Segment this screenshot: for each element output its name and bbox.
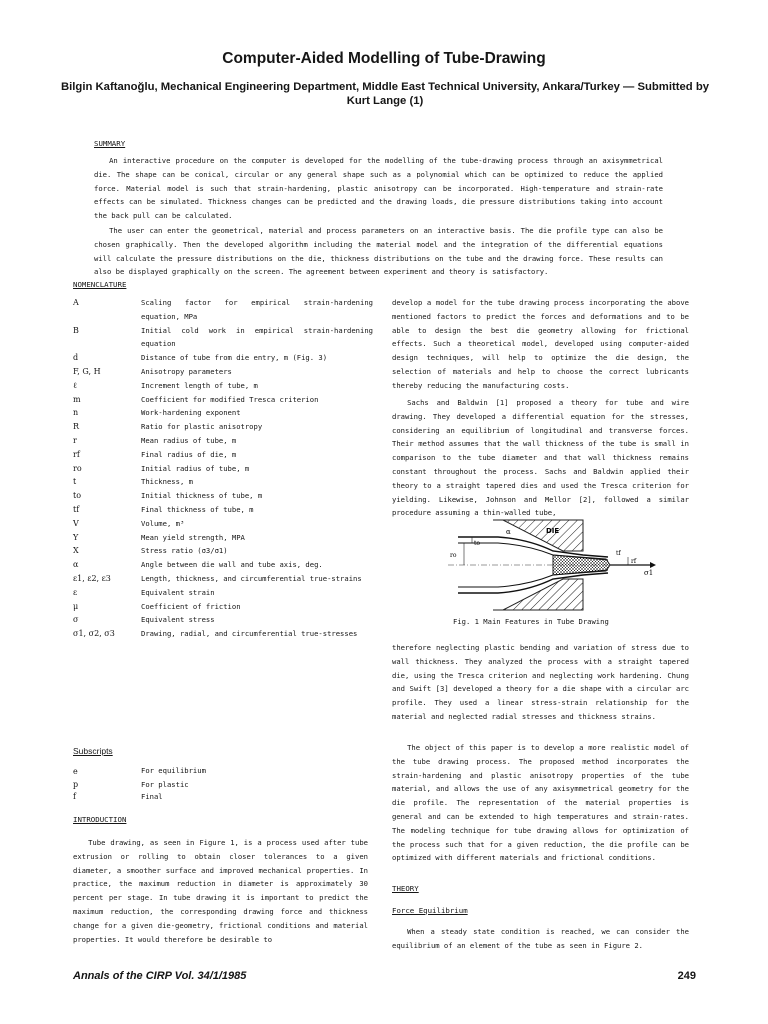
nomenclature-item <box>73 613 373 627</box>
nomenclature-description: Equivalent strain <box>141 587 215 597</box>
subscript-description: Final <box>141 791 163 801</box>
introduction-heading: INTRODUCTION <box>73 815 127 824</box>
nomenclature-item <box>73 379 373 393</box>
nomenclature-item <box>73 296 373 324</box>
nomenclature-description: Volume, m³ <box>141 518 185 528</box>
subscript-symbol: f <box>73 791 76 801</box>
nomenclature-symbol: σ1, σ2, σ3 <box>73 629 115 639</box>
nomenclature-item <box>73 324 373 352</box>
nomenclature-description: Initial cold work in empirical strain-hardening equation <box>141 325 373 349</box>
right-paragraph-2: Sachs and Baldwin [1] proposed a theory for tube and wire drawing. They developed a differential equation for the stresses, considering an equilibrium of longitudinal and transverse forces. Their method assumes that the wall thickness of the tube is small in comparison to the tube diameter and that wall thickness remains constant throughout the process. Sachs and Baldwin applied their theory to a straight tapered dies and used the Tresca criterion for yielding. Likewise, Johnson and Mellor [2], followed a similar procedure assuming a thin-walled tube, <box>392 398 689 518</box>
nomenclature-description: Equivalent stress <box>141 615 215 625</box>
nomenclature-description: Initial thickness of tube, m <box>141 491 263 501</box>
nomenclature-item <box>73 572 373 586</box>
nomenclature-symbol: α <box>73 560 79 570</box>
nomenclature-description: Final radius of die, m <box>141 449 237 459</box>
nomenclature-symbol: ro <box>73 463 82 473</box>
nomenclature-description: Thickness, m <box>141 477 193 487</box>
subscript-item <box>73 779 373 791</box>
nomenclature-symbol: Y <box>73 532 79 542</box>
nomenclature-item <box>73 406 373 420</box>
nomenclature-symbol: R <box>73 422 80 432</box>
nomenclature-symbol: d <box>73 353 79 363</box>
nomenclature-item <box>73 462 373 476</box>
nomenclature-description: Initial radius of tube, m <box>141 463 250 473</box>
nomenclature-item <box>73 434 373 448</box>
nomenclature-item <box>73 600 373 614</box>
nomenclature-list <box>73 296 373 641</box>
nomenclature-item <box>73 420 373 434</box>
nomenclature-item <box>73 627 373 641</box>
subscript-description: For plastic <box>141 779 189 789</box>
figure-caption: Fig. 1 Main Features in Tube Drawing <box>453 617 609 626</box>
nomenclature-item <box>73 531 373 545</box>
nomenclature-description: Scaling factor for empirical strain-hardening equation, MPa <box>141 298 373 321</box>
nomenclature-description: Mean radius of tube, m <box>141 435 237 445</box>
nomenclature-symbol: μ <box>73 601 79 611</box>
subscript-symbol: e <box>73 767 78 776</box>
nomenclature-description: Distance of tube from die entry, m (Fig. 3) <box>141 353 328 363</box>
die-label: DIE <box>546 527 560 535</box>
nomenclature-item <box>73 558 373 572</box>
nomenclature-symbol: X <box>73 546 79 556</box>
subscript-symbol: p <box>73 779 79 789</box>
nomenclature-symbol: B <box>73 325 79 335</box>
nomenclature-description: Length, thickness, and circumferential true-strains <box>141 573 362 583</box>
tube-drawing-figure <box>438 515 658 625</box>
nomenclature-item <box>73 544 373 558</box>
right-paragraph-5: When a steady state condition is reached, we can consider the equilibrium of an element of the tube as seen in Figure 2. <box>392 927 689 950</box>
sigma-label: σ1 <box>644 569 654 577</box>
nomenclature-description: Final thickness of tube, m <box>141 504 254 514</box>
nomenclature-symbol: F, G, H <box>73 366 101 376</box>
nomenclature-symbol: n <box>73 408 79 418</box>
nomenclature-item <box>73 365 373 379</box>
nomenclature-item <box>73 586 373 600</box>
nomenclature-symbol: t <box>73 477 77 487</box>
summary-paragraph-2: The user can enter the geometrical, material and process parameters on an interactive basis. The die profile type can also be chosen graphically. Then the developed algorithm including the material model and the integration of the differential equations will calculate the pressure distributions on the die, thickness distributions on the tube and the drawing force. These results can also be displayed graphically on the screen. The agreement between experiment and theory is satisfactory. <box>94 226 663 277</box>
nomenclature-symbol: to <box>73 491 82 501</box>
nomenclature-symbol: σ <box>73 615 79 625</box>
subscript-item <box>73 791 373 803</box>
nomenclature-symbol: m <box>73 394 81 404</box>
nomenclature-symbol: ε1, ε2, ε3 <box>73 573 111 583</box>
nomenclature-item <box>73 503 373 517</box>
subscripts-heading: Subscripts <box>73 746 113 756</box>
theory-heading: THEORY <box>392 884 419 893</box>
tube-lower-wall <box>458 573 608 593</box>
lower-die <box>493 579 583 610</box>
nomenclature-item <box>73 393 373 407</box>
nomenclature-description: Stress ratio (σ3/σ1) <box>141 546 228 556</box>
right-paragraph-3: therefore neglecting plastic bending and variation of stress due to wall thickness. They analyzed the process with a straight tapered die, using the Tresca criterion and neglecting work hardening. Chung and Swift [3] developed a theory for a die shape with a circular arc profile. They used a linear stress-strain relationship for the material and neglected radial stresses and thickness strains. <box>392 643 689 721</box>
nomenclature-item <box>73 475 373 489</box>
nomenclature-heading: NOMENCLATURE <box>73 280 127 289</box>
journal-footer: Annals of the CIRP Vol. 34/1/1985 <box>73 970 247 982</box>
nomenclature-description: Drawing, radial, and circumferential true-stresses <box>141 629 358 639</box>
nomenclature-description: Angle between die wall and tube axis, deg. <box>141 560 323 570</box>
nomenclature-description: Ratio for plastic anisotropy <box>141 422 263 432</box>
to-label: to <box>474 540 481 547</box>
nomenclature-symbol: V <box>73 518 79 528</box>
nomenclature-symbol: ℓ <box>73 380 77 390</box>
nomenclature-description: Work-hardening exponent <box>141 408 241 418</box>
nomenclature-description: Mean yield strength, MPA <box>141 532 245 542</box>
nomenclature-item <box>73 489 373 503</box>
nomenclature-item <box>73 517 373 531</box>
introduction-paragraph: Tube drawing, as seen in Figure 1, is a process used after tube extrusion or rolling to obtain closer tolerances to a given diameter, a smoother surface and improved mechanical properties. In practice, the maximum reduction in diameter is approximately 30 percent per stage. In tube drawing it is important to predict the maximum reduction, the corresponding drawing force and thickness change for a given die-geometry, frictional conditions and material properties. It would therefore be desirable to <box>73 838 368 944</box>
right-paragraph-1: develop a model for the tube drawing process incorporating the above mentioned factors to predict the forces and deformations and to be able to design the best die geometry allowing for frictional effects. Such a theoretical model, developed using computer-aided design techniques, will help to optimize the die design, the selection of materials and help to choose the correct lubricants thereby reducing the manufacturing costs. <box>392 298 689 390</box>
nomenclature-symbol: rf <box>73 449 80 459</box>
author-line: Bilgin Kaftanoğlu, Mechanical Engineering Department, Middle East Technical University, Ankara/Turkey — Submitted by Kurt Lange (1) <box>60 81 710 107</box>
subscript-item <box>73 765 373 779</box>
subscript-description: For equilibrium <box>141 766 206 775</box>
summary-heading: SUMMARY <box>94 139 126 148</box>
tube-upper-wall <box>458 537 608 557</box>
nomenclature-description: Coefficient for modified Tresca criterion <box>141 394 319 404</box>
nomenclature-symbol: A <box>73 298 79 307</box>
paper-title: Computer-Aided Modelling of Tube-Drawing <box>222 50 546 67</box>
rf-label: rf <box>631 558 637 565</box>
nomenclature-symbol: r <box>73 435 77 445</box>
page-number: 249 <box>677 970 696 982</box>
nomenclature-symbol: tf <box>73 504 80 514</box>
alpha-label: α <box>506 528 511 536</box>
subscripts-list <box>73 765 373 803</box>
ro-label: ro <box>450 552 457 559</box>
nomenclature-symbol: ε <box>73 587 78 597</box>
nomenclature-description: Increment length of tube, m <box>141 380 258 390</box>
summary-paragraph-1: An interactive procedure on the computer is developed for the modelling of the tube-drawing process through an axisymmetrical die. The shape can be conical, circular or any general shape such as a polynomial which can be optimized to reduce the applied force. Material model is such that strain-hardening, plastic anisotropy can be incorporated. High-temperature and strain-rate effects can be simulated. Thickness changes can be predicted and the drawing loads, die pressure distributions taking into account the back pull can be calculated. <box>94 156 663 221</box>
nomenclature-description: Coefficient of friction <box>141 601 241 611</box>
nomenclature-item <box>73 351 373 365</box>
force-equilibrium-heading: Force Equilibrium <box>392 906 468 915</box>
nomenclature-description: Anisotropy parameters <box>141 366 232 376</box>
tf-label: tf <box>616 550 621 557</box>
nomenclature-item <box>73 448 373 462</box>
right-paragraph-4: The object of this paper is to develop a more realistic model of the tube drawing process. The proposed method incorporates the strain-hardening and plastic anisotropy properties of the tube material, and allows the use of any axisymmetrical geometry for the die profile. The representation of the material properties is general and can be extended to high temperatures and strain-rates. The modeling technique for tube drawing allows for optimization of the process such that for a given reduction, the die profile can be optimized with different materials and frictional conditions. <box>392 743 689 863</box>
